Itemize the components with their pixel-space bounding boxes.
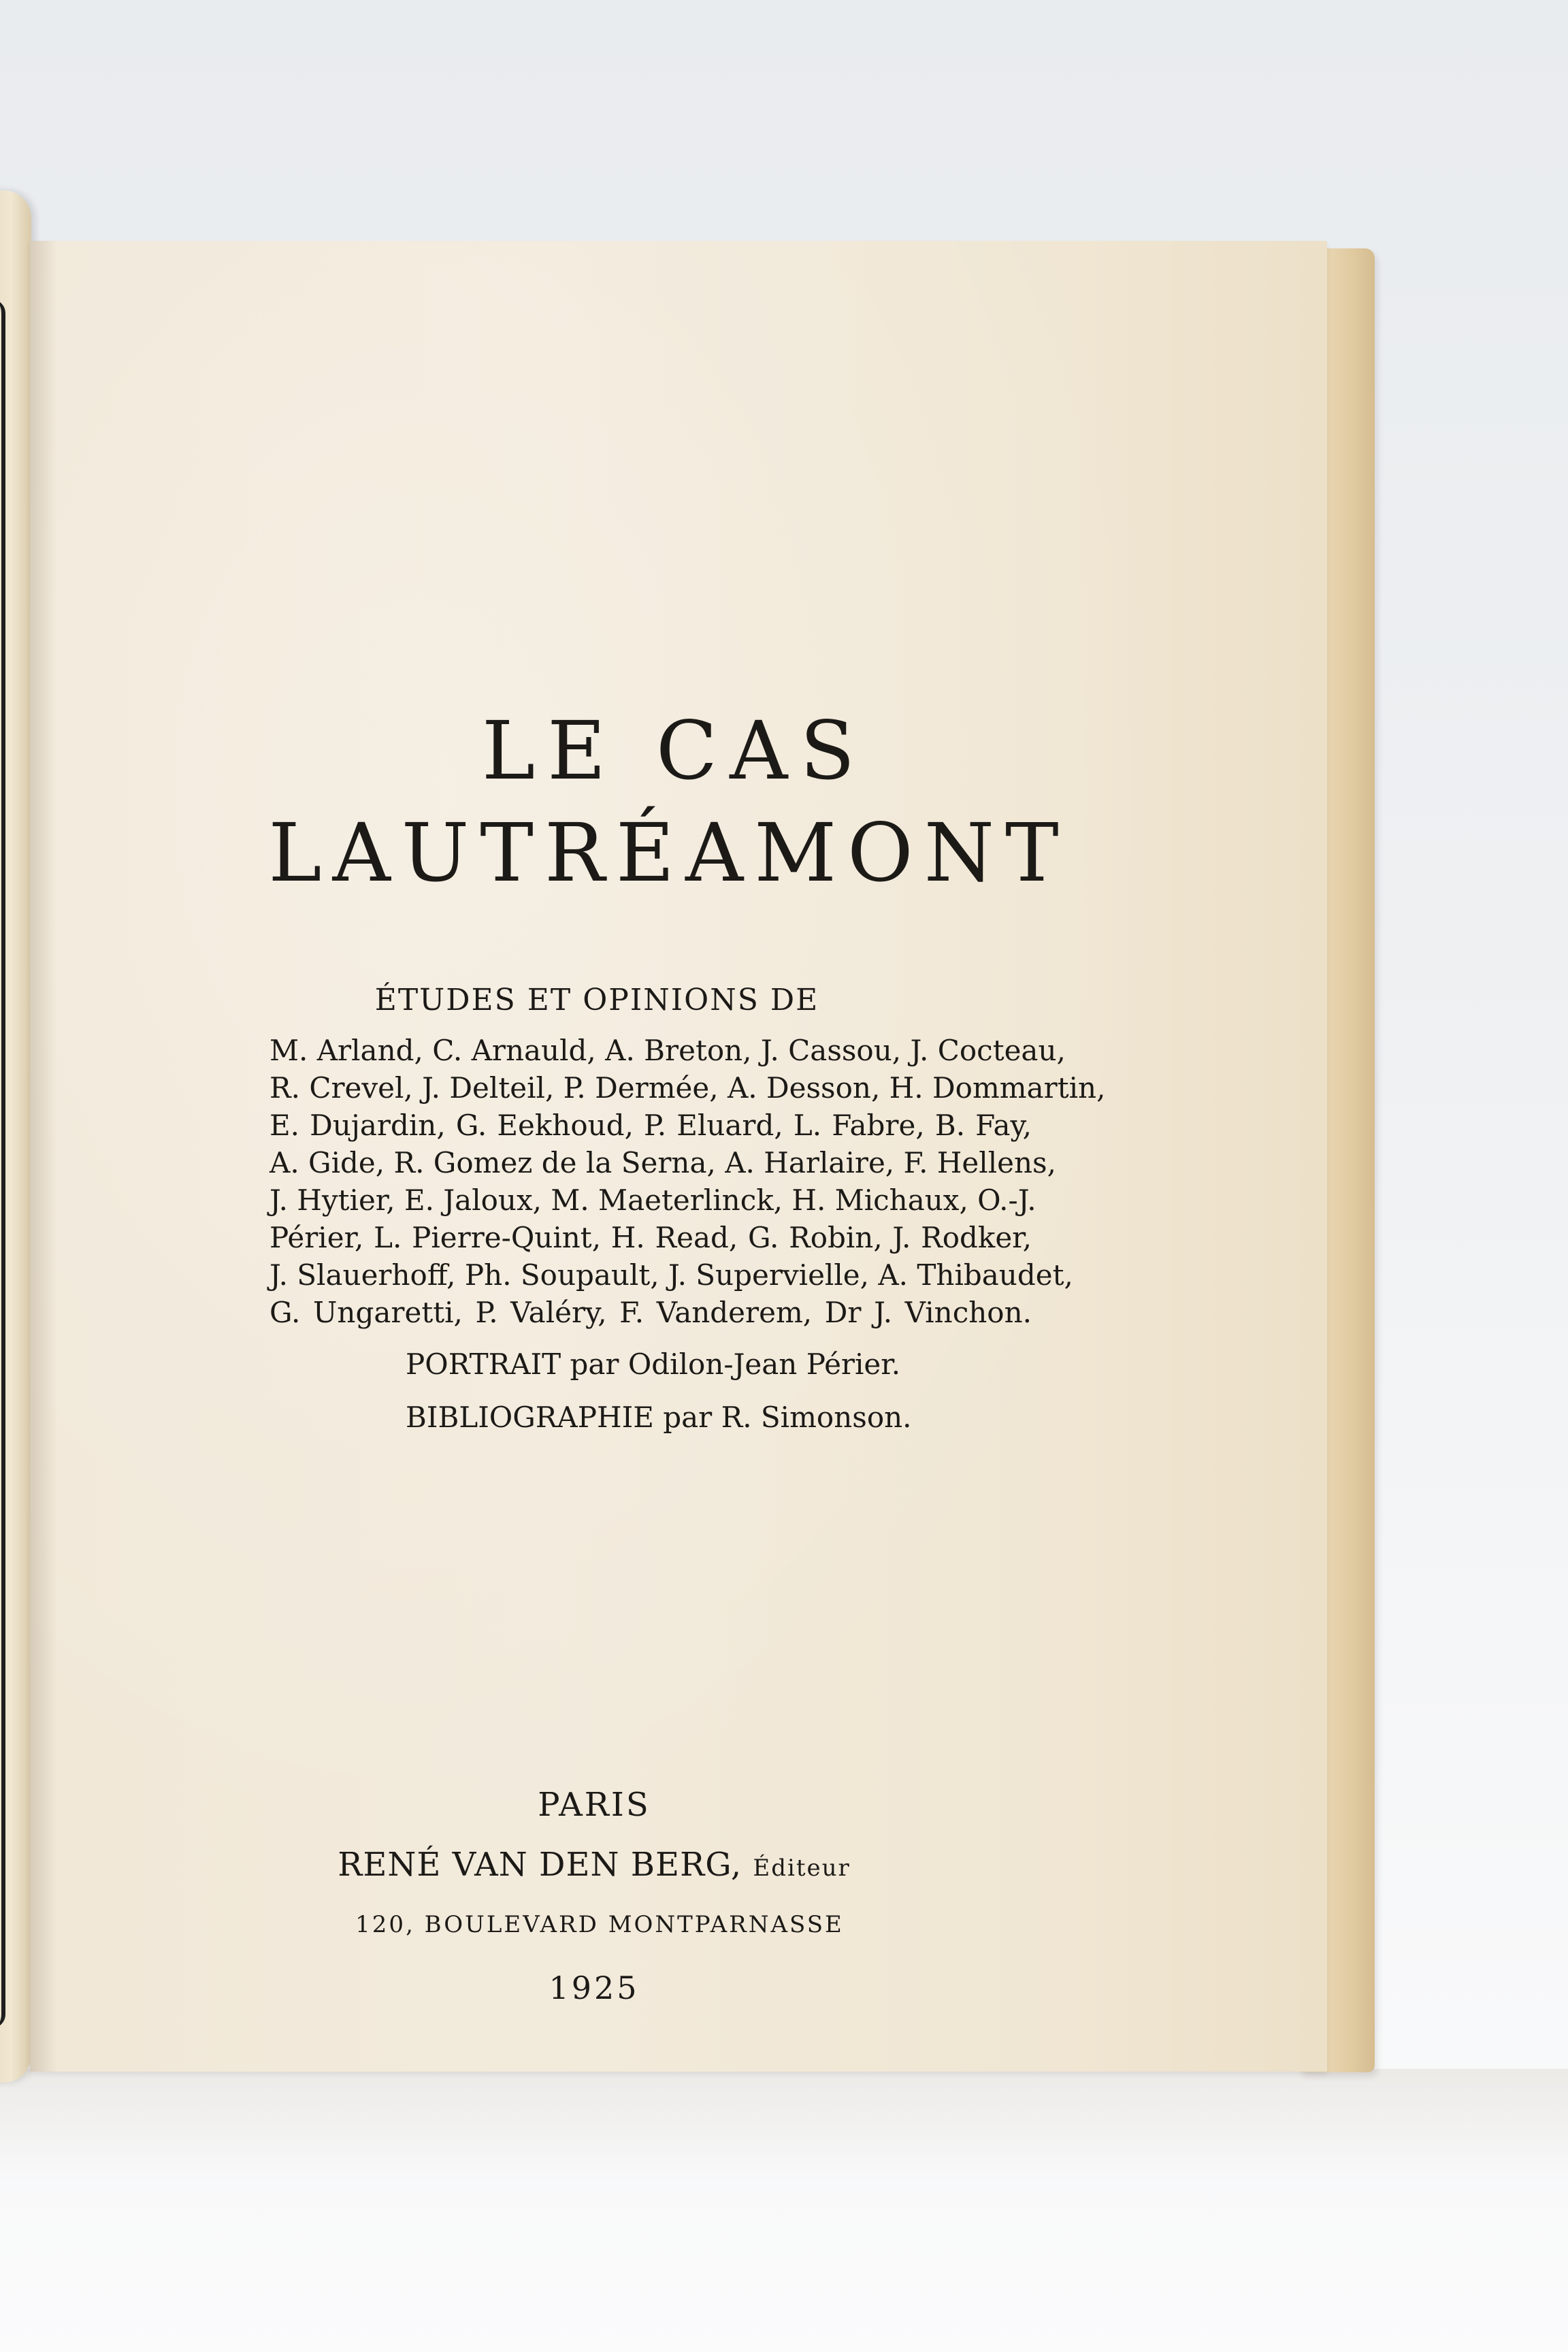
contributor-line: R. Crevel, J. Delteil, P. Dermée, A. Desson, H. Dommartin, [270, 1071, 1106, 1105]
contributor-line: E. Dujardin, G. Eekhoud, P. Eluard, L. Fabre, B. Fay, [270, 1109, 1032, 1142]
imprint-address: 120, BOULEVARD MONTPARNASSE [355, 1911, 844, 1938]
contributor-line: G. Ungaretti, P. Valéry, F. Vanderem, Dr J. Vinchon. [270, 1296, 1032, 1329]
imprint-year: 1925 [549, 1970, 640, 2006]
portrait-credit: PORTRAIT par Odilon-Jean Périer. [406, 1348, 901, 1381]
contributor-line: J. Hytier, E. Jaloux, M. Maeterlinck, H. Michaux, O.-J. [270, 1183, 1036, 1217]
bibliography-credit: BIBLIOGRAPHIE par R. Simonson. [406, 1401, 912, 1434]
spine-shadow [30, 241, 57, 2072]
title-line-2: LAUTRÉAMONT [268, 806, 1070, 900]
table-reflection [0, 2069, 1568, 2352]
left-page-binding-line [0, 299, 5, 2028]
contributor-line: Périer, L. Pierre-Quint, H. Read, G. Robin, J. Rodker, [270, 1221, 1032, 1254]
imprint-publisher [0, 1846, 1243, 1884]
publisher-name: RENÉ VAN DEN BERG, [338, 1846, 742, 1884]
publisher-role: Éditeur [753, 1855, 851, 1882]
title-line-1: LE CAS [481, 704, 868, 798]
contributor-line: A. Gide, R. Gomez de la Serna, A. Harlaire, F. Hellens, [270, 1146, 1056, 1179]
contributor-line: J. Slauerhoff, Ph. Soupault, J. Supervielle, A. Thibaudet, [270, 1258, 1073, 1292]
contributors-block [270, 1032, 1106, 1331]
title-page [30, 241, 1327, 2072]
subtitle: ÉTUDES ET OPINIONS DE [374, 983, 819, 1017]
imprint-city: PARIS [538, 1786, 651, 1824]
contributor-line: M. Arland, C. Arnauld, A. Breton, J. Cassou, J. Cocteau, [270, 1034, 1066, 1067]
